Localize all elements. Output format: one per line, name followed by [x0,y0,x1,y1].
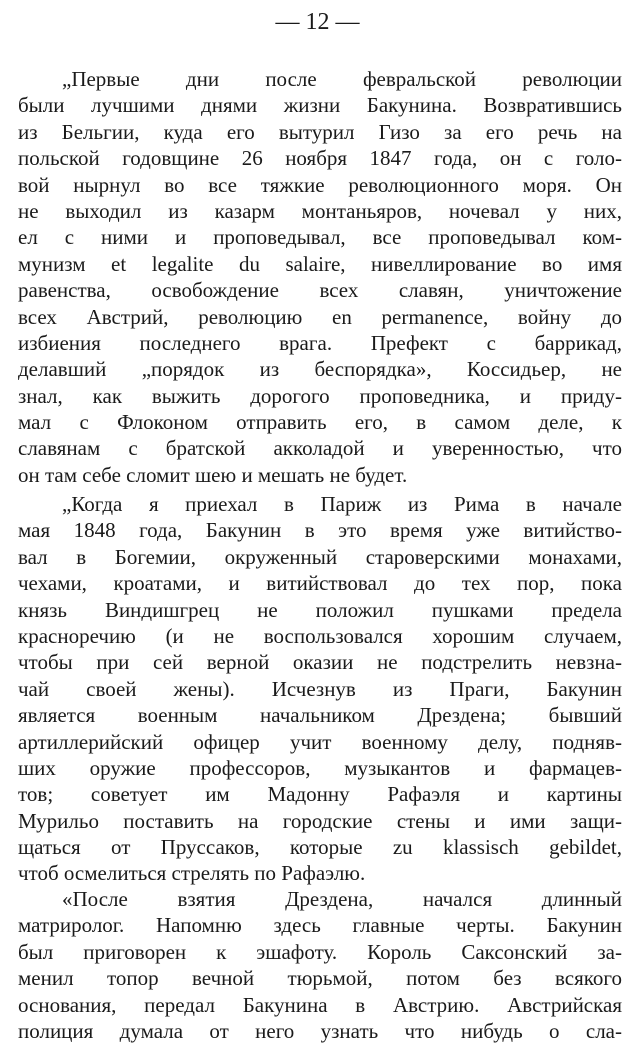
paragraph [18,886,622,1044]
text-line: „Когда я приехал в Париж из Рима в начале [62,492,622,516]
text-line: тов; советует им Мадонну Рафаэля и картины [18,782,622,807]
text-line: основания, передал Бакунина в Австрию. Австрийская [18,992,622,1017]
text-line: Мурильо поставить на городские стены и ими защи- [18,808,622,833]
text-line: чтобы при сей верной оказии не подстрелить невзна- [18,650,622,675]
text-line: чехами, кроатами, и витийствовал до тех пор, пока [18,571,622,596]
text-line: не выходил из казарм монтаньяров, ночевал у них, [18,198,622,223]
text-line: ших оружие профессоров, музыкантов и фармацев- [18,755,622,780]
text-line: чтоб осмелиться стрелять по Рафаэлю. [18,861,366,886]
text-line: были лучшими днями жизни Бакунина. Возвратившись [18,93,622,118]
text-line: делавший „порядок из беспорядка», Коссидьер, не [18,357,622,382]
text-line: чай своей жены). Исчезнув из Праги, Бакунин [18,676,622,701]
text-line: «После взятия Дрездена, начался длинный [62,887,622,911]
text-line: мунизм et legalite du salaire, нивеллирование во имя [18,251,622,276]
page-number: — 12 — [275,9,360,35]
text-line: „Первые дни после февральской революции [62,67,622,91]
text-line: вал в Богемии, окруженный староверскими монахами, [18,544,622,569]
text-line: всех Австрий, революцию en permanence, войну до [18,304,622,329]
text-line: мал с Флоконом отправить его, в самом деле, к [18,410,622,435]
text-line: является военным начальником Дрездена; бывший [18,703,622,728]
text-line: князь Виндишгрец не положил пушками предела [18,597,622,622]
text-line: артиллерийский офицер учит военному делу, подняв- [18,729,622,754]
text-line: знал, как выжить дорогого проповедника, и приду- [18,383,622,408]
paragraph [18,66,622,488]
text-line: избиения последнего врага. Префект с баррикад, [18,330,622,355]
text-line: мая 1848 года, Бакунин в это время уже витийство- [18,518,622,543]
text-line: матриролог. Напомню здесь главные черты. Бакунин [18,913,622,938]
paragraph [18,491,622,887]
text-line: ел с ними и проповедывал, все проповедывал ком- [18,225,622,250]
text-line: равенства, освобождение всех славян, уничтожение [18,278,622,303]
text-line: он там себе сломит шею и мешать не будет. [18,462,408,487]
text-line: красноречию (и не воспользовался хорошим случаем, [18,623,622,648]
text-line: славянам с братской акколадой и уверенностью, что [18,436,622,461]
text-line: менил топор вечной тюрьмой, потом без всякого [18,966,622,991]
text-line: польской годовщине 26 ноября 1847 года, он с голо- [18,146,622,171]
text-line: из Бельгии, куда его вытурил Гизо за его речь на [18,119,622,144]
text-line: полиция думала от него узнать что нибудь о сла- [18,1018,622,1043]
text-line: вой нырнул во все тяжкие революционного моря. Он [18,172,622,197]
text-line: был приговорен к эшафоту. Король Саксонский за- [18,939,622,964]
text-line: щаться от Пруссаков, которые zu klassisch gebildet, [18,835,622,860]
